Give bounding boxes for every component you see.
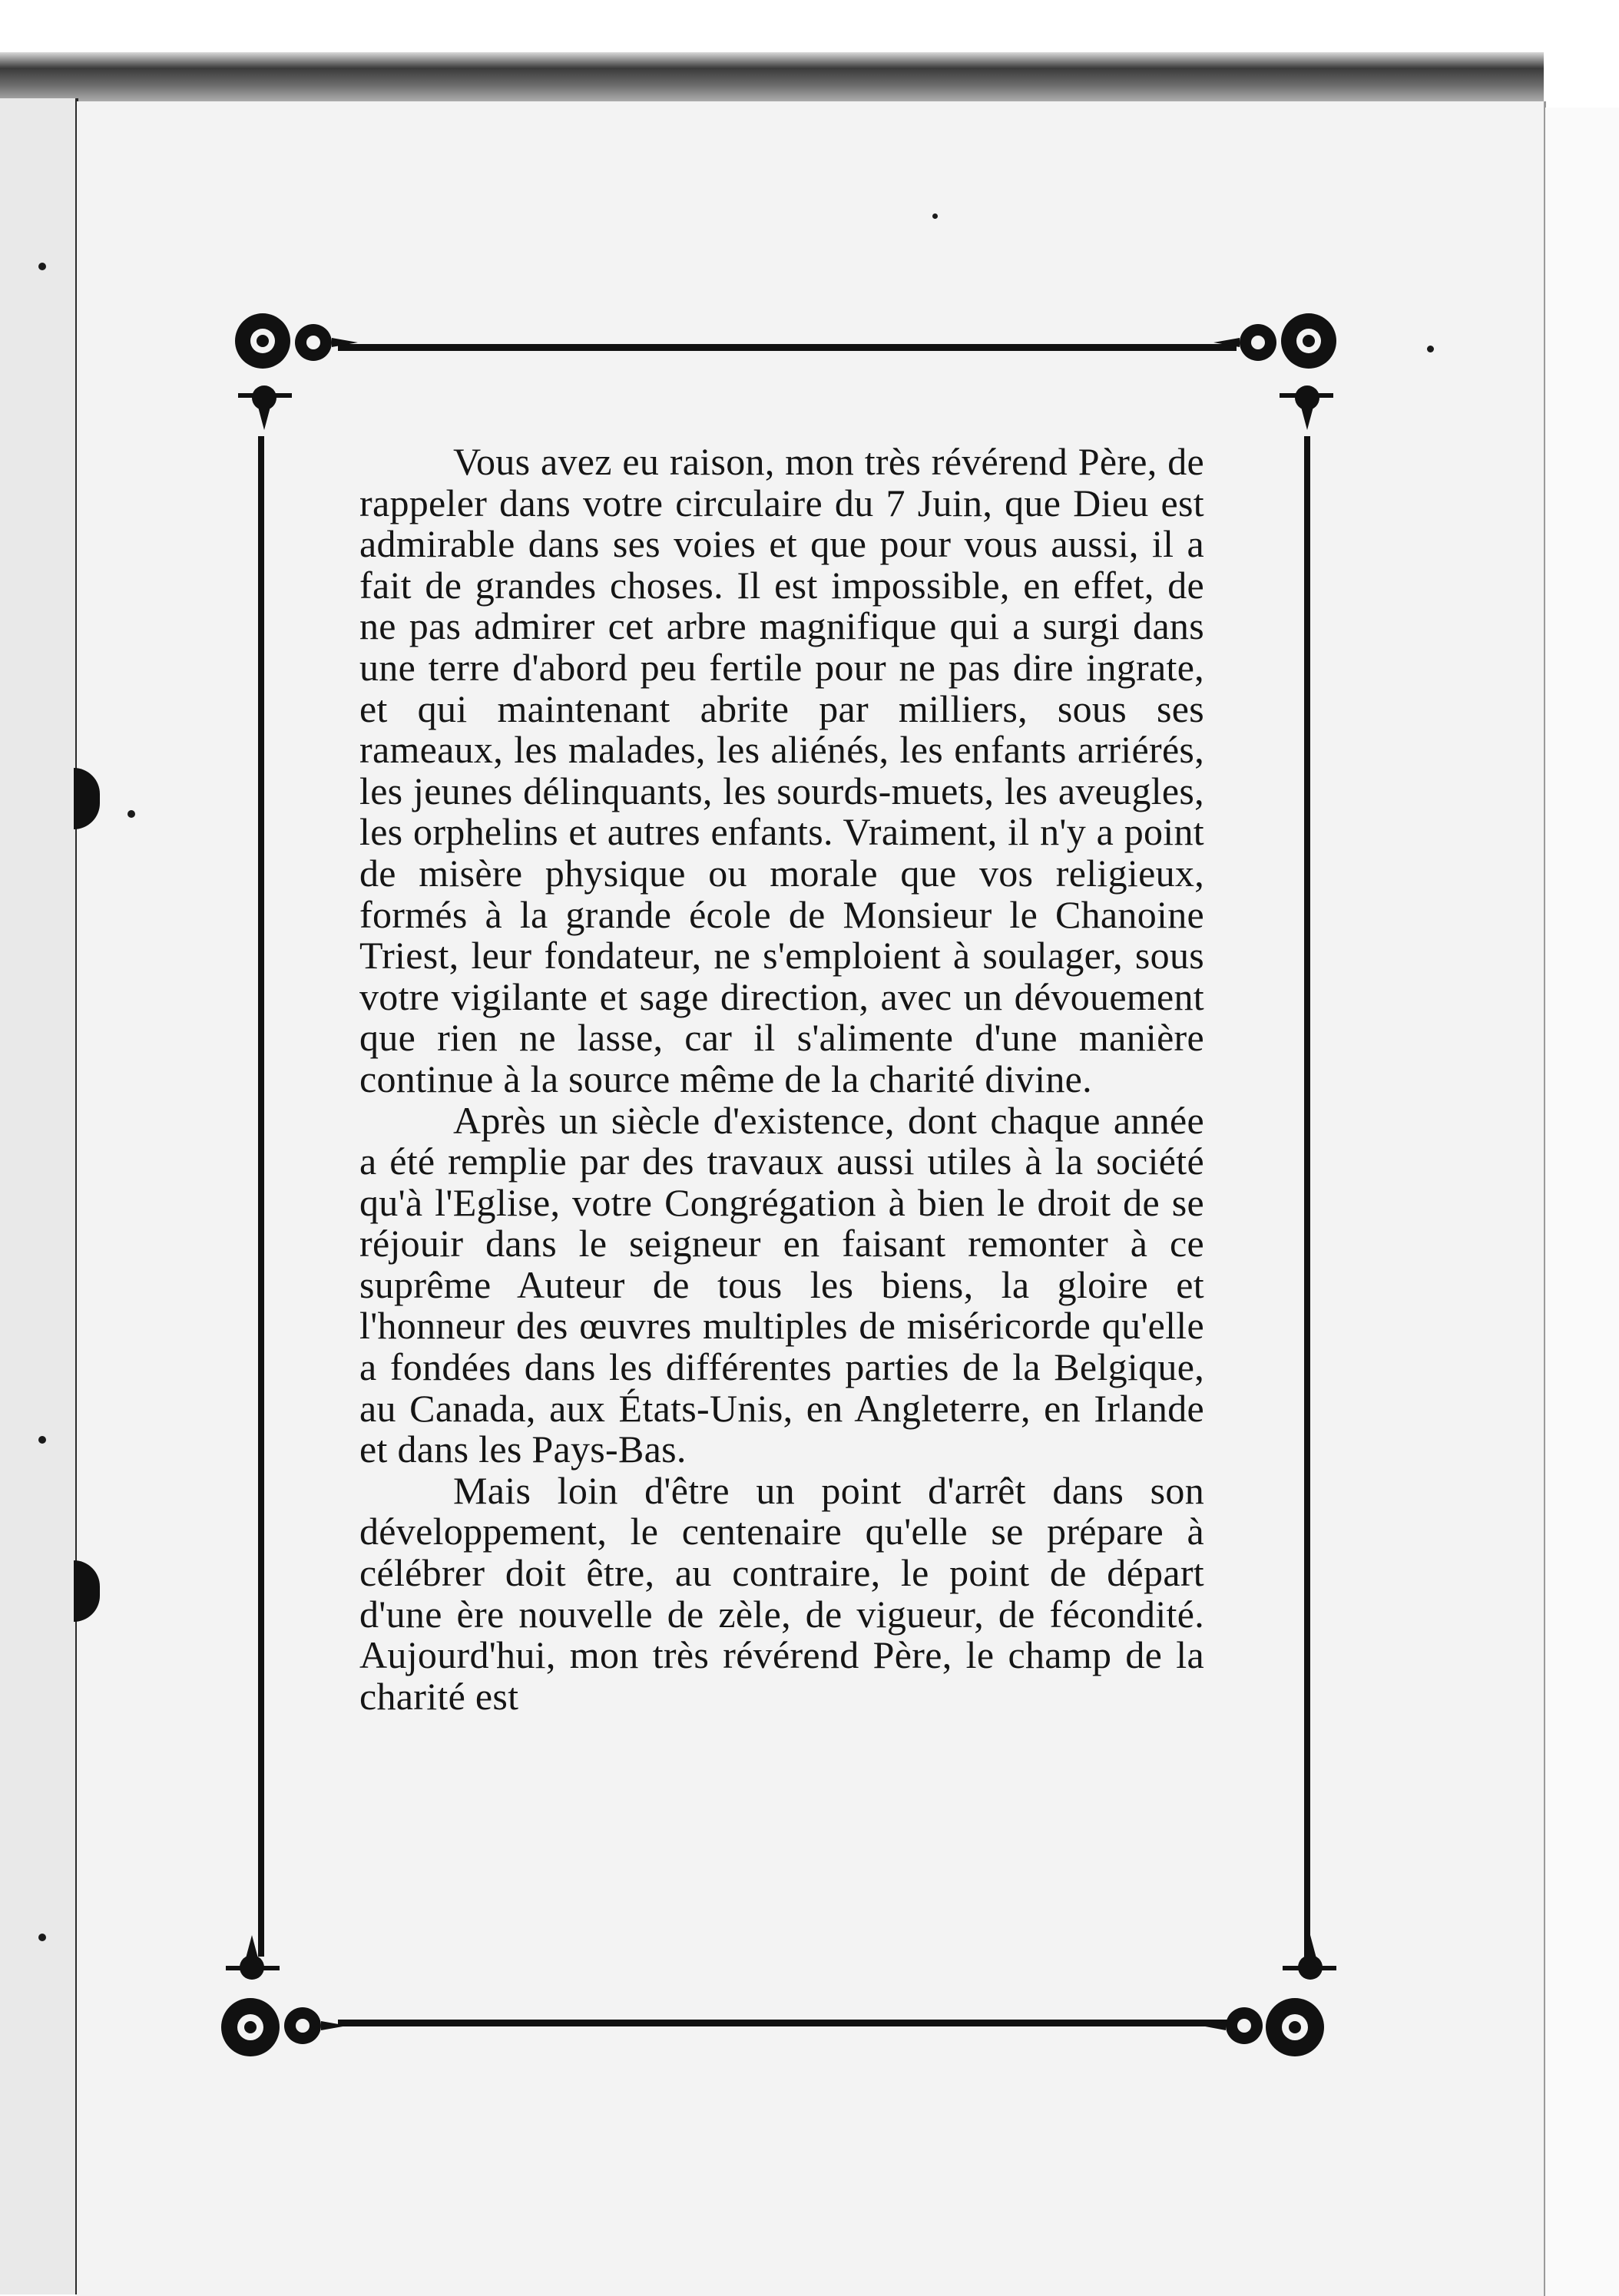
scan-speck [38, 1436, 46, 1444]
scan-speck [127, 810, 135, 818]
scan-top-edge [0, 52, 1544, 106]
rosette-ornament-icon [1190, 307, 1344, 445]
page-right-margin [1545, 108, 1619, 2296]
scan-speck [1427, 346, 1434, 352]
frame-left-rule [258, 436, 264, 1957]
letter-text [359, 442, 1204, 1717]
frame-bottom-rule [338, 2020, 1237, 2026]
rosette-ornament-icon [1198, 1927, 1352, 2066]
paragraph: Après un siècle d'existence, dont chaque année a été remplie par des travaux aussi utiles à la société qu'à l'Eglise, votre Congrégation à bien le droit de se réjouir dans le seigneur en faisant remonter à ce suprême Auteur de tous les biens, la gloire et l'honneur des œuvres multiples de miséricorde qu'elle a fondées dans les différentes parties de la Belgique, au Canada, aux États-Unis, en Angleterre, en Irlande et dans les Pays-Bas. [359, 1098, 1204, 1471]
paragraph: Vous avez eu raison, mon très révérend Père, de rappeler dans votre circulaire du 7 Juin, que Dieu est admirable dans ses voies et que pour vous aussi, il a fait de grandes choses. Il est impossible, en effet, de ne pas admirer cet arbre magnifique qui a surgi dans une terre d'abord peu fertile pour ne pas dire ingrate, et qui maintenant abrite par milliers, sous ses rameaux, les malades, les aliénés, les enfants arriérés, les jeunes délinquants, les sourds-muets, les aveugles, les orphelins et autres enfants. Vraiment, il n'y a point de misère physique ou morale que vos religieux, formés à la grande école de Monsieur le Chanoine Triest, leur fondateur, ne s'emploient à soulager, sous votre vigilante et sage direction, avec un dévouement que rien ne lasse, car il s'alimente d'une manière continue à la source même de la charité divine. [359, 440, 1204, 1100]
rosette-ornament-icon [207, 1927, 361, 2066]
frame-right-rule [1304, 436, 1310, 1957]
scan-speck [38, 263, 46, 270]
previous-page-edge [0, 98, 78, 2294]
frame-top-rule [338, 344, 1237, 351]
paragraph: Mais loin d'être un point d'arrêt dans son développement, le centenaire qu'elle se prépare à célébrer doit être, au contraire, le point de départ d'une ère nouvelle de zèle, de vigueur, de fécondité. Aujourd'hui, mon très révérend Père, le champ de la charité est [359, 1468, 1204, 1718]
rosette-ornament-icon [227, 307, 381, 445]
scan-speck [932, 213, 938, 219]
scan-speck [38, 1934, 46, 1941]
